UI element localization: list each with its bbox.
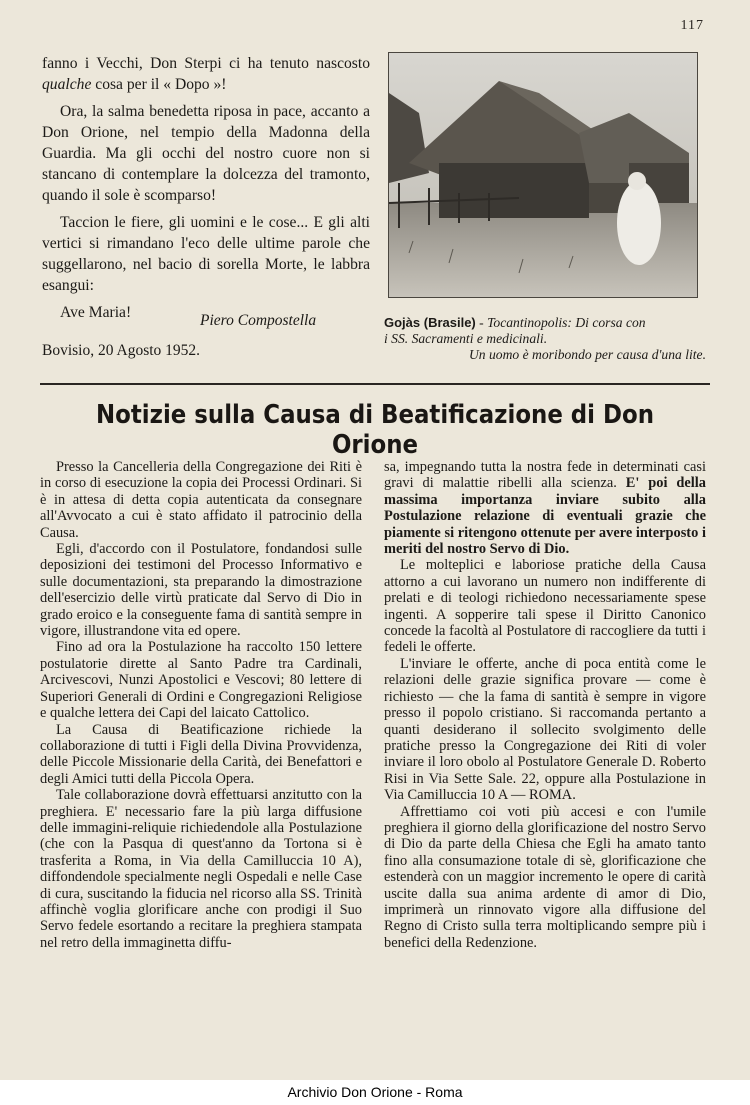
left-paragraph-4: La Causa di Beatificazione richiede la collaborazione di tutti i Figli della Divina Provvidenza, delle Piccole Missionarie della Carità, dei Benefattori e degli Amici tutti della Piccola Opera. xyxy=(40,721,362,787)
right-p1-bold: E' poi della massima importanza inviare subito alla Postulazione relazione di eventuali grazie che piamente si ritengono ottenute per avere interposto i meriti del nostro Servo di Dio. xyxy=(384,475,706,558)
poem-paragraph-1 xyxy=(42,53,370,95)
caption-line-3: Un uomo è moribondo per causa d'una lite. xyxy=(468,347,706,362)
right-paragraph-4: Affrettiamo coi voti più accesi e con l'umile preghiera il giorno della glorificazione del nostro Servo di Dio da parte della Chiesa che Egli ha amato tanto fino alla consumazione totale di sè, glorificazione che estenderà con un maggior incremento le opere di carità uscite dalla sua anima ardente di amor di Dio, imprimerà un rinnovato vigore alla diffusione del Regno di Cristo sulla terra moltiplicando sempre più i benefici della Redenzione. xyxy=(384,803,706,951)
left-paragraph-5: Tale collaborazione dovrà effettuarsi anzitutto con la preghiera. E' necessario fare la più larga diffusione delle immagini-reliquie richiedendole alla Postulazione (che con la Pasqua di quest'anno da Tortona si è trasferita a Roma, in Via della Camilluccia 10 A), diffondendole specialmente negli Ospedali e nelle Case di cura, suscitando la fiducia nel ricorso alla SS. Trinità affinchè voglia glorificare anche con prodigi il Suo Servo fedele esortando a recitare la preghiera stampata nel retro della immaginetta diffu- xyxy=(40,787,362,951)
right-paragraph-1 xyxy=(384,459,706,557)
photo-caption xyxy=(384,315,706,363)
poem-p1-start: fanno i Vecchi, Don Sterpi ci ha tenuto nascosto xyxy=(42,55,370,72)
section-divider xyxy=(40,383,710,385)
right-paragraph-3: L'inviare le offerte, anche di poca entità come le relazioni delle grazie significa provare — come è richiesto — che la fama di santità è sempre in vigore presso il popolo cristiano. Si raccomanda pertanto a quanti desiderano il sollecito svolgimento delle pratiche presso la Congregazione dei Riti di voler inviare il loro obolo al Postulatore Generale D. Roberto Risi in Via Sette Sale. 22, oppure alla Postulazione in Via Camilluccia 10 A — ROMA. xyxy=(384,655,706,804)
poem-p1-italic: qualche xyxy=(42,76,92,93)
right-p1-text: sa, impegnando tutta la nostra fede in determinati casi gravi di malattie ribelli alla scienza. xyxy=(384,459,706,492)
poem-paragraph-2: Ora, la salma benedetta riposa in pace, accanto a Don Orione, nel tempio della Madonna della Guardia. Ma gli occhi del nostro cuore non si stancano di contemplare la dolcezza del tramonto, quando il sole è scomparso! xyxy=(42,103,370,204)
article-right-column xyxy=(384,459,706,951)
photo xyxy=(388,52,698,298)
place-date: Bovisio, 20 Agosto 1952. xyxy=(42,342,201,359)
poem-paragraph-3: Taccion le fiere, gli uomini e le cose... E gli alti vertici si rimandano l'eco delle ultime parole che suggellarono, nel bacio di sorella Morte, le labbra esangui: xyxy=(42,214,370,294)
left-paragraph-3: Fino ad ora la Postulazione ha raccolto 150 lettere postulatorie dirette al Santo Padre tra Cardinali, Arcivescovi, Nunzi Apostolici e Vescovi; 80 lettere di Superiori Generali di Ordini e Congregazioni Religiose e qualche lettera dei Capi del laicato Cattolico. xyxy=(40,639,362,722)
page-number: 117 xyxy=(680,18,704,33)
left-paragraph-1: Presso la Cancelleria della Congregazione dei Riti è in corso di esecuzione la copia dei Processi Ordinari. Si è in attesa di detta copia autenticata da consegnare all'Avvocato a cui è stato affidato il patrocinio della Causa. xyxy=(40,459,362,541)
caption-separator: - xyxy=(475,315,488,330)
photograph-huts-icon xyxy=(389,53,697,297)
right-paragraph-2: Le molteplici e laboriose pratiche della Causa attorno a cui lavorano un numero non indifferente di prelati e di teologi richiedono necessariamente spese ingenti. A sopperire tali spese il Diritto Canonico concede la facoltà al Postulatore di raccogliere da tutti i fedeli le offerte. xyxy=(384,557,706,656)
article-headline: Notizie sulla Causa di Beatificazione di Don Orione xyxy=(95,400,655,460)
poem-p1-end: cosa per il « Dopo »! xyxy=(91,76,227,93)
archive-footer: Archivio Don Orione - Roma xyxy=(287,1084,463,1100)
left-paragraph-2: Egli, d'accordo con il Postulatore, fondandosi sulle deposizioni dei testimoni del Processo Informativo e sulle documentazioni, sta preparando la dimostrazione dell'esercizio delle virtù praticate dal Servo di Dio in grado eroico e la conseguente fama di santità sempre in vigore, illustrandone vita ed opere. xyxy=(40,541,362,640)
poem-paragraph-4: Ave Maria! xyxy=(60,304,132,321)
caption-line-1: Tocantinopolis: Di corsa con xyxy=(487,315,646,330)
caption-place: Gojàs (Brasile) xyxy=(384,315,476,330)
article-left-column xyxy=(40,459,362,951)
author-signature: Piero Compostella xyxy=(200,312,317,329)
poem-text xyxy=(42,53,370,329)
caption-line-2: i SS. Sacramenti e medicinali. xyxy=(384,331,548,346)
